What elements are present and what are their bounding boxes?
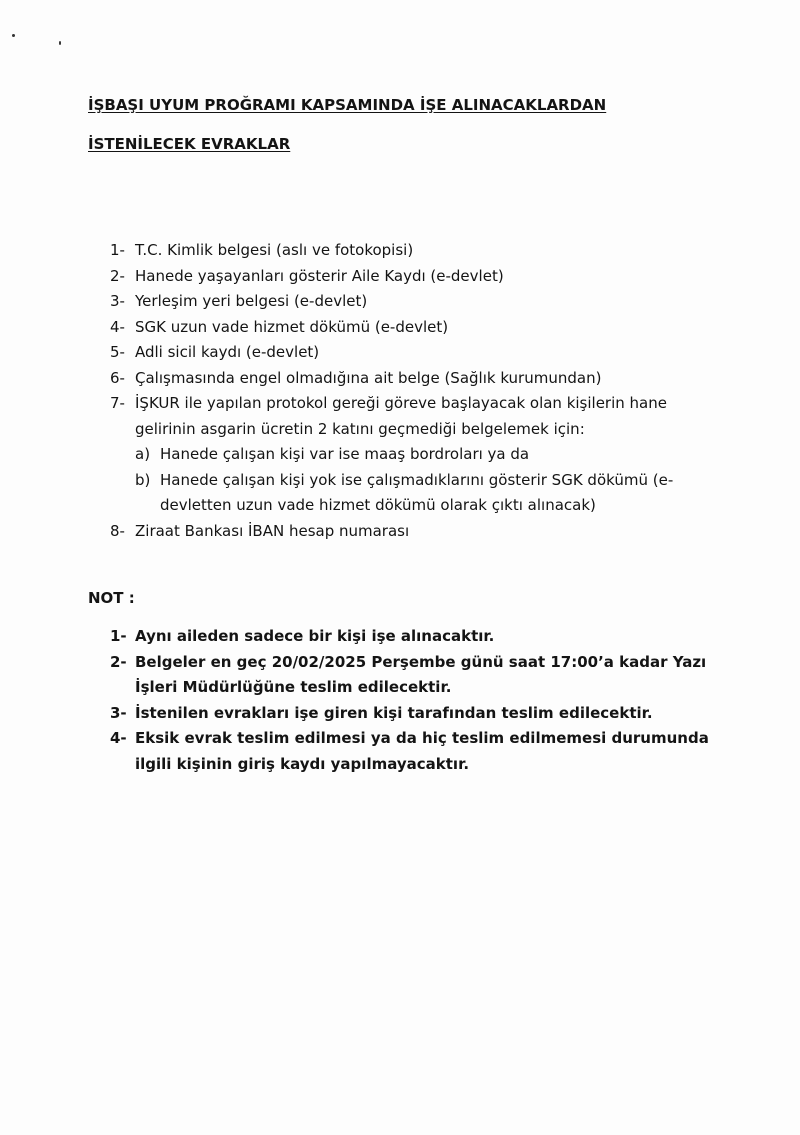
item-number: 5-	[110, 343, 125, 361]
item-number: 1-	[110, 241, 125, 259]
list-item	[110, 519, 730, 545]
note-item	[110, 726, 720, 777]
document-title-line-2: İSTENİLECEK EVRAKLAR	[88, 135, 291, 153]
note-heading: NOT :	[88, 589, 135, 607]
item-number: 6-	[110, 368, 125, 387]
note-number: 1-	[110, 627, 127, 645]
note-item	[110, 650, 720, 701]
note-text: Belgeler en geç 20/02/2025 Perşembe günü saat 17:00’a kadar Yazı İşleri Müdürlüğüne teslim edilecektir.	[135, 652, 707, 696]
sub-item-letter: b)	[135, 470, 151, 489]
item-text: Adli sicil kaydı (e-devlet)	[135, 343, 320, 361]
item-number: 4-	[110, 317, 125, 336]
note-number: 4-	[110, 729, 127, 747]
scan-speck	[12, 34, 15, 37]
note-item	[110, 624, 720, 650]
sub-item-text: Hanede çalışan kişi var ise maaş bordroları ya da	[160, 445, 530, 463]
item-text: İŞKUR ile yapılan protokol gereği göreve başlayacak olan kişilerin hane gelirinin asgarin ücretin 2 katını geçmediği belgelemek için:	[135, 394, 667, 438]
item-number: 8-	[110, 521, 125, 540]
list-item	[110, 340, 730, 366]
list-item	[110, 264, 730, 290]
notes-list	[110, 624, 720, 777]
note-number: 3-	[110, 703, 127, 722]
item-text: Yerleşim yeri belgesi (e-devlet)	[135, 292, 368, 310]
scan-speck	[59, 41, 61, 45]
list-item	[110, 366, 730, 392]
item-text: Hanede yaşayanları gösterir Aile Kaydı (e-devlet)	[135, 266, 504, 285]
note-text: Aynı aileden sadece bir kişi işe alınacaktır.	[135, 627, 495, 645]
sub-item-text: Hanede çalışan kişi yok ise çalışmadıklarını gösterir SGK dökümü (e-devletten uzun vade hizmet dökümü olarak çıktı alınacak)	[160, 470, 674, 514]
document-title-line-1: İŞBAŞI UYUM PROĞRAMI KAPSAMINDA İŞE ALINACAKLARDAN	[88, 96, 607, 114]
list-item	[110, 238, 730, 264]
item-text: SGK uzun vade hizmet dökümü (e-devlet)	[135, 317, 449, 336]
sub-list-item	[110, 468, 730, 519]
list-item	[110, 289, 730, 315]
required-documents-list	[110, 238, 730, 544]
list-item	[110, 391, 730, 442]
note-text: İstenilen evrakları işe giren kişi tarafından teslim edilecektir.	[135, 703, 653, 722]
item-text: Ziraat Bankası İBAN hesap numarası	[135, 521, 410, 540]
list-item	[110, 315, 730, 341]
sub-list-item	[110, 442, 730, 468]
item-text: Çalışmasında engel olmadığına ait belge (Sağlık kurumundan)	[135, 368, 602, 387]
sub-item-letter: a)	[135, 445, 151, 463]
item-number: 7-	[110, 394, 125, 412]
item-number: 3-	[110, 292, 125, 310]
item-number: 2-	[110, 266, 125, 285]
item-text: T.C. Kimlik belgesi (aslı ve fotokopisi)	[135, 241, 414, 259]
note-number: 2-	[110, 652, 127, 671]
note-item	[110, 701, 720, 727]
note-text: Eksik evrak teslim edilmesi ya da hiç teslim edilmemesi durumunda ilgili kişinin giriş kaydı yapılmayacaktır.	[135, 729, 709, 773]
